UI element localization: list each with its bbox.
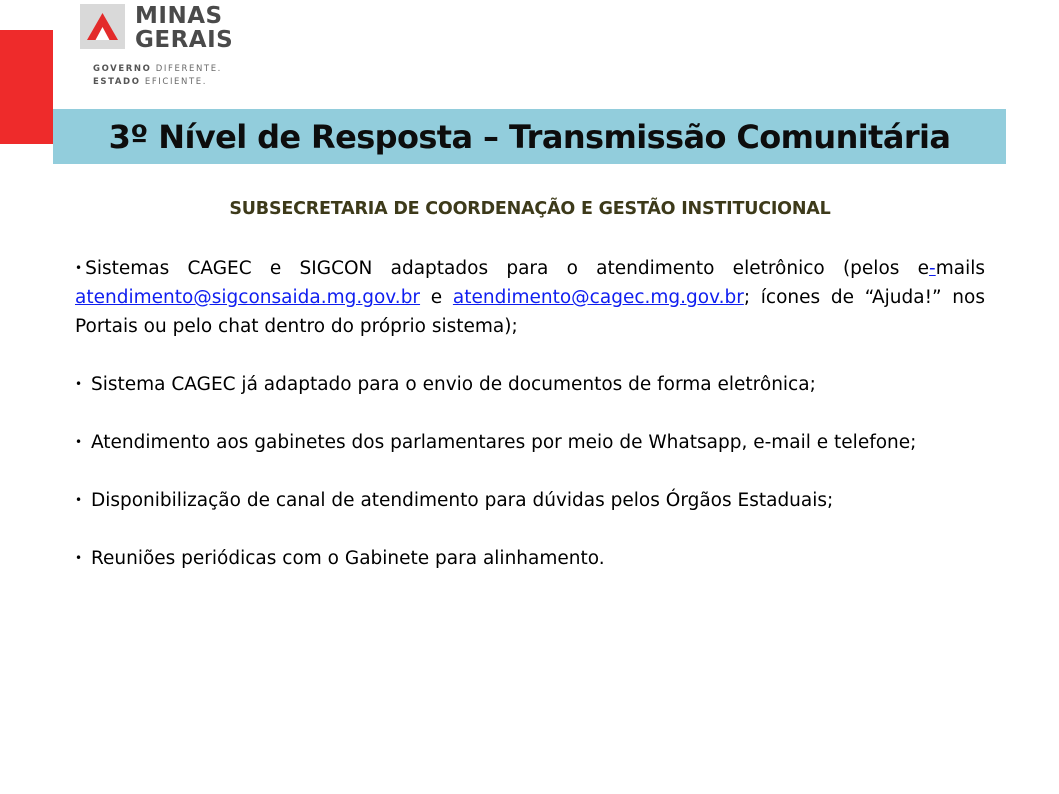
bullet-item-1 [75,254,985,341]
logo-name-line2: GERAIS [135,27,234,53]
bullet-3-text: Atendimento aos gabinetes dos parlamentares por meio de Whatsapp, e-mail e telefone; [90,432,917,453]
tagline-bold-2: ESTADO [93,77,141,87]
bullet-4-text: Disponibilização de canal de atendimento para dúvidas pelos Órgãos Estaduais; [90,490,834,511]
logo-tagline [93,63,222,89]
logo-triangle-icon [80,4,125,49]
bullet-item-3 [75,428,985,457]
minas-gerais-logo [80,4,260,90]
tagline-rest-1: DIFERENTE. [155,64,222,74]
tagline-bold-1: GOVERNO [93,64,152,74]
bullet-1-dash-link[interactable]: - [929,258,936,279]
tagline-rest-2: EFICIENTE. [144,77,208,87]
bullet-dot-icon: • [75,377,83,391]
bullet-dot-icon: • [75,435,83,449]
bullet-5-text: Reuniões periódicas com o Gabinete para alinhamento. [90,548,605,569]
bullet-2-text: Sistema CAGEC já adaptado para o envio de documentos de forma eletrônica; [90,374,816,395]
page-title: 3º Nível de Resposta – Transmissão Comunitária [108,117,951,156]
bullet-item-5 [75,544,985,573]
title-banner [53,109,1006,164]
logo-name-line1: MINAS [135,3,223,29]
bullet-item-4 [75,486,985,515]
bullet-1-text-d: ; ícones de “Ajuda!” nos Portais ou pelo chat dentro do próprio sistema); [75,287,985,337]
bullet-1-text-c: e [420,287,453,308]
section-subtitle: SUBSECRETARIA DE COORDENAÇÃO E GESTÃO INSTITUCIONAL [229,199,831,219]
bullet-item-2 [75,370,985,399]
bullet-1-text-a: Sistemas CAGEC e SIGCON adaptados para o atendimento eletrônico (pelos e [85,258,930,279]
bullet-dot-icon: • [75,261,83,275]
bullet-1-text-b: mails [935,258,985,279]
red-accent-bar [0,30,53,144]
bullet-list [75,254,985,602]
bullet-dot-icon: • [75,551,83,565]
email-link-sigcon[interactable]: atendimento@sigconsaida.mg.gov.br [75,287,421,308]
bullet-dot-icon: • [75,493,83,507]
logo-name [135,4,233,52]
email-link-cagec[interactable]: atendimento@cagec.mg.gov.br [452,287,744,308]
